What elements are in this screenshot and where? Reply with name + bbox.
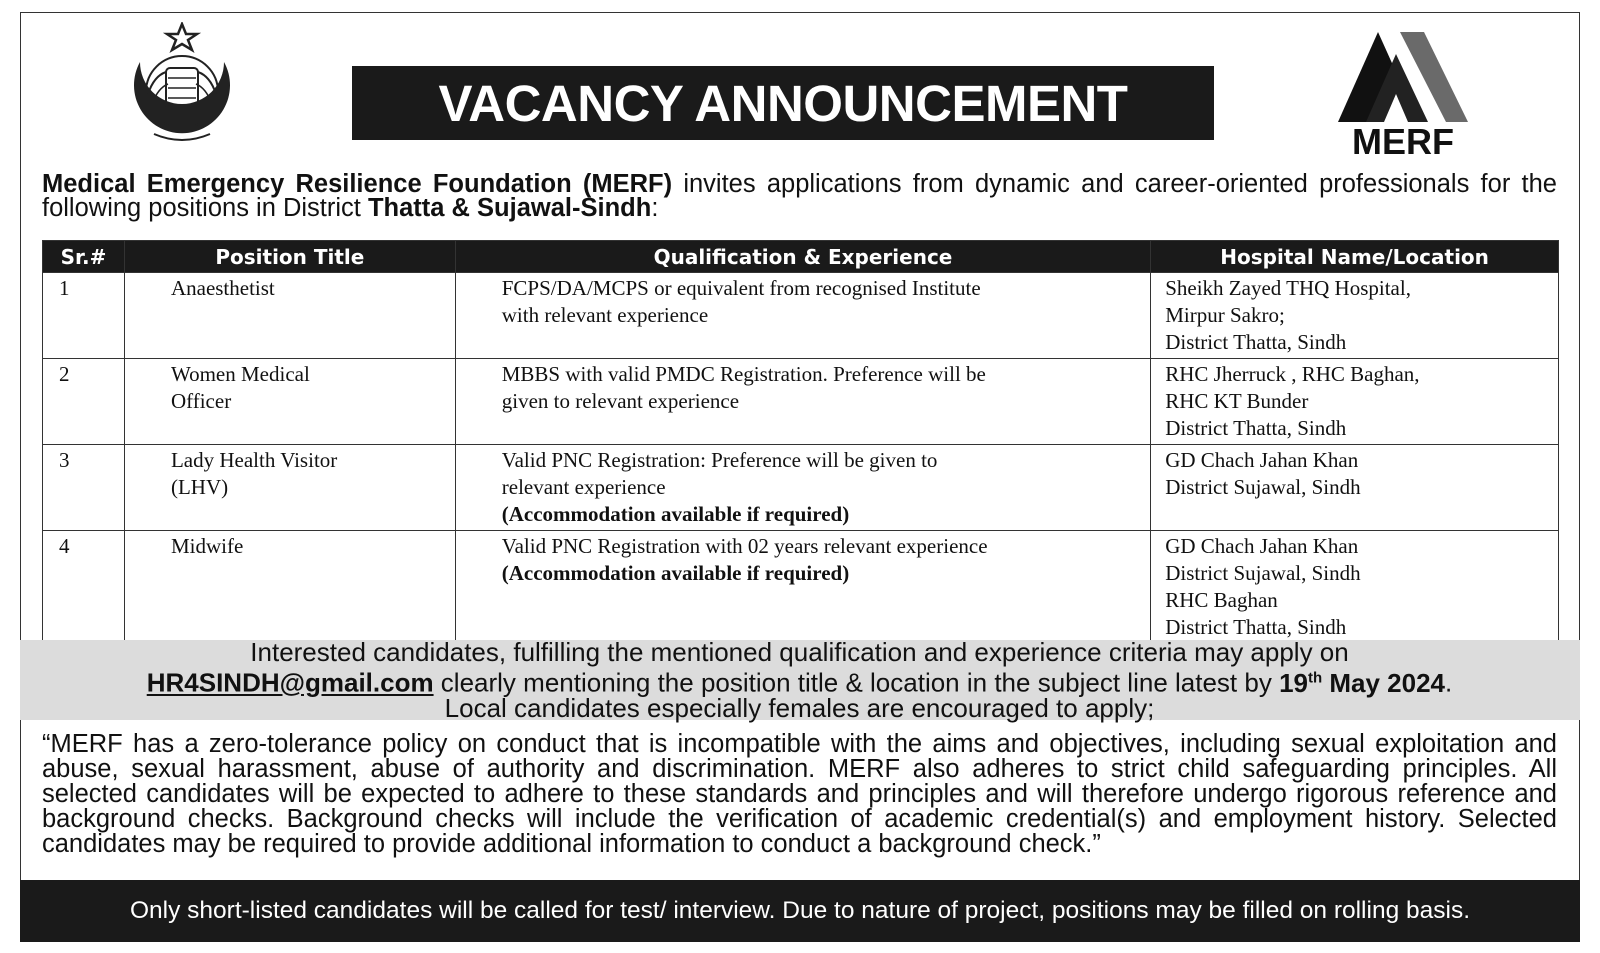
column-header-qualification: Qualification & Experience (455, 241, 1150, 273)
location-cell: GD Chach Jahan Khan District Sujawal, Sindh (1151, 445, 1559, 531)
location-cell: Sheikh Zayed THQ Hospital, Mirpur Sakro; District Thatta, Sindh (1151, 273, 1559, 359)
table-row (43, 531, 1559, 644)
column-header-sr: Sr.# (43, 241, 125, 273)
org-name: Medical Emergency Resilience Foundation (MERF) (42, 170, 673, 198)
sindh-government-emblem-icon (118, 22, 246, 150)
position-cell: Anaesthetist (124, 273, 455, 359)
conduct-policy-paragraph: “MERF has a zero-tolerance policy on conduct that is incompatible with the aims and objectives, including sexual exploitation and abuse, sexual harassment, abuse of authority and discrimination. MERF also adheres to strict child safeguarding principles. All selected candidates will be expected to adhere to these standards and principles and will therefore undergo rigorous reference and background checks. Background checks will include the verification of academic credential(s) and employment history. Selected candidates may be required to provide additional information to conduct a background check.” (42, 730, 1557, 858)
sr-cell: 2 (43, 359, 125, 445)
accommodation-note: (Accommodation available if required) (501, 561, 850, 585)
apply-line-2: HR4SINDH@gmail.com clearly mentioning the position title & location in the subject line latest by 19th May 2024. (146, 667, 1453, 698)
deadline-date: 19th May 2024 (1279, 667, 1446, 698)
qualification-cell: Valid PNC Registration: Preference will be given to relevant experience (Accommodation available if required) (455, 445, 1150, 531)
qualification-cell: Valid PNC Registration with 02 years relevant experience (Accommodation available if required) (455, 531, 1150, 644)
table-header-row (43, 241, 1559, 273)
apply-line-3: Local candidates especially females are encouraged to apply; (444, 692, 1155, 723)
merf-logo-icon (1328, 24, 1478, 159)
sr-cell: 1 (43, 273, 125, 359)
intro-text-2: : (651, 194, 659, 222)
intro-paragraph (42, 172, 1557, 220)
table-row (43, 359, 1559, 445)
qualification-cell: MBBS with valid PMDC Registration. Preference will be given to relevant experience (455, 359, 1150, 445)
column-header-location: Hospital Name/Location (1151, 241, 1559, 273)
apply-instructions (42, 637, 1557, 723)
apply-line-1: Interested candidates, fulfilling the mentioned qualification and experience criteria may apply on (250, 637, 1349, 667)
page-title: VACANCY ANNOUNCEMENT (352, 66, 1214, 140)
sr-cell: 4 (43, 531, 125, 644)
footer-note: Only short-listed candidates will be called for test/ interview. Due to nature of project, positions may be filled on rolling basis. (20, 880, 1580, 942)
district-name: Thatta & Sujawal-Sindh (367, 194, 652, 222)
position-cell: Women Medical Officer (124, 359, 455, 445)
intro-text-1: invites applications from dynamic and career-oriented professionals for the following positions in District (42, 170, 1557, 222)
sr-cell: 3 (43, 445, 125, 531)
qualification-cell: FCPS/DA/MCPS or equivalent from recognised Institute with relevant experience (455, 273, 1150, 359)
position-cell: Midwife (124, 531, 455, 644)
location-cell: RHC Jherruck , RHC Baghan, RHC KT Bunder District Thatta, Sindh (1151, 359, 1559, 445)
accommodation-note: (Accommodation available if required) (501, 502, 850, 526)
vacancy-table (42, 240, 1559, 644)
table-row (43, 445, 1559, 531)
location-cell: GD Chach Jahan Khan District Sujawal, Sindh RHC Baghan District Thatta, Sindh (1151, 531, 1559, 644)
position-cell: Lady Health Visitor (LHV) (124, 445, 455, 531)
table-row (43, 273, 1559, 359)
apply-email-link[interactable]: HR4SINDH@gmail.com (146, 667, 434, 698)
column-header-position: Position Title (124, 241, 455, 273)
logo-text: MERF (1352, 121, 1454, 159)
